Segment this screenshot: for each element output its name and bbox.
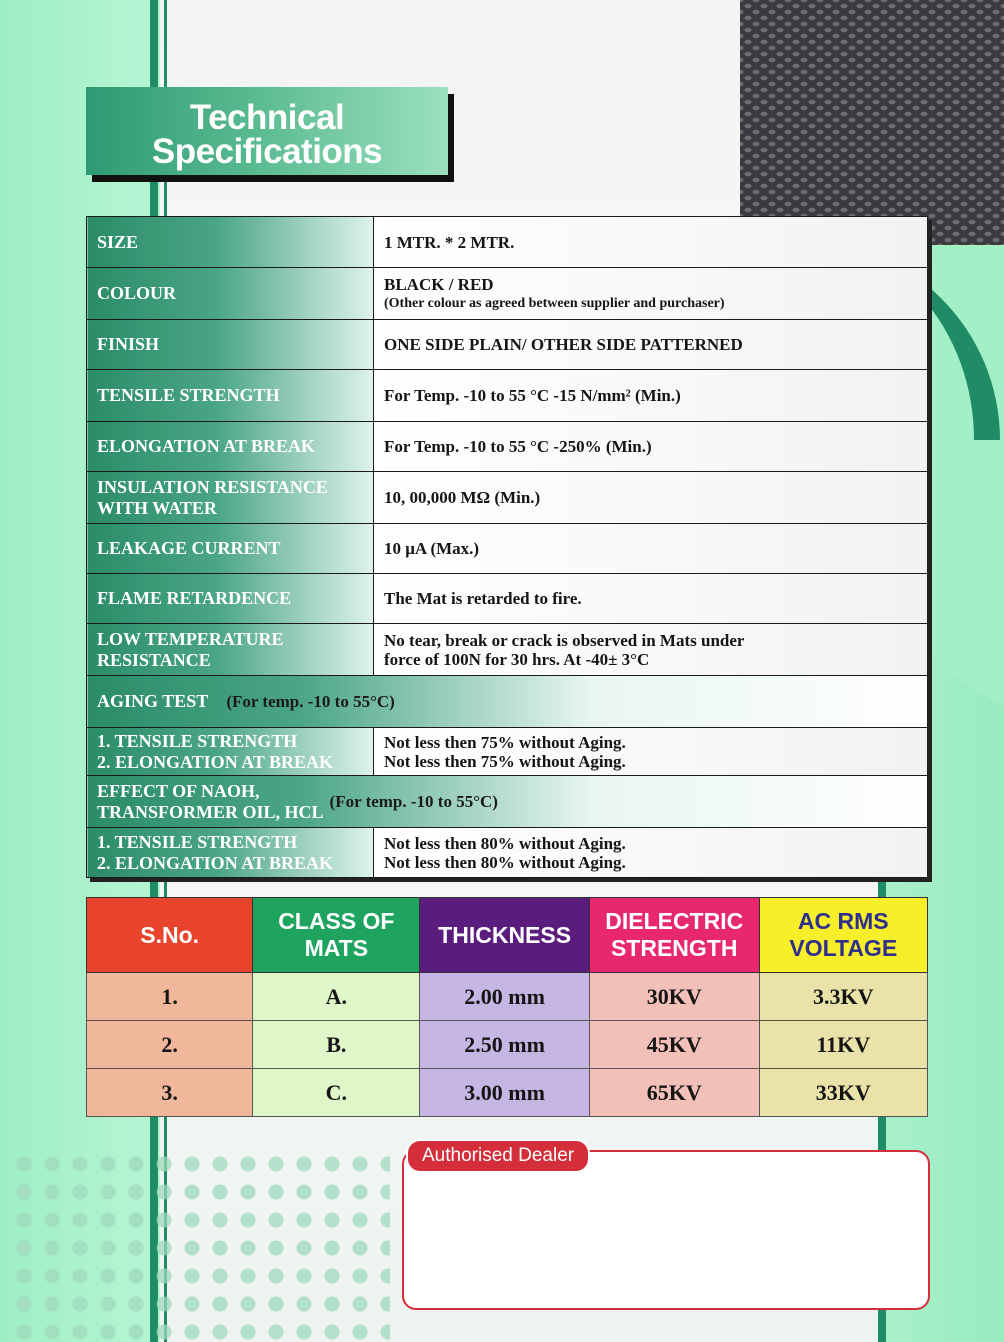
spec-label bbox=[87, 472, 374, 524]
col-header-ac-line-1: AC RMS bbox=[797, 908, 889, 934]
effect-value-1: Not less then 80% without Aging. bbox=[384, 833, 626, 853]
mats-header-row bbox=[87, 898, 928, 973]
cell-dielectric: 45KV bbox=[589, 1021, 759, 1069]
spec-label-line-2: WITH WATER bbox=[97, 497, 217, 518]
spec-label-line-1: LOW TEMPERATURE bbox=[97, 628, 284, 649]
spec-value-main: BLACK / RED bbox=[384, 274, 494, 294]
effect-label bbox=[97, 781, 324, 823]
spec-row bbox=[87, 574, 928, 624]
spec-value: The Mat is retarded to fire. bbox=[374, 574, 928, 624]
spec-label: LEAKAGE CURRENT bbox=[87, 524, 374, 574]
cell-class: C. bbox=[253, 1069, 420, 1117]
effect-label-line-1: EFFECT OF NAOH, bbox=[97, 780, 260, 801]
spec-row bbox=[87, 472, 928, 524]
aging-value-2: Not less then 75% without Aging. bbox=[384, 751, 626, 771]
col-header-dielectric-line-1: DIELECTRIC bbox=[605, 908, 744, 934]
effect-items bbox=[87, 828, 374, 878]
aging-test-row bbox=[87, 728, 928, 776]
aging-item-2: 2. ELONGATION AT BREAK bbox=[97, 751, 334, 772]
spec-label: SIZE bbox=[87, 217, 374, 268]
title-line-1: Technical bbox=[189, 98, 345, 137]
table-row bbox=[87, 1021, 928, 1069]
col-header-ac-voltage bbox=[759, 898, 927, 973]
effect-header-row bbox=[87, 776, 928, 828]
effect-item-2: 2. ELONGATION AT BREAK bbox=[97, 852, 334, 873]
spec-label-line-1: INSULATION RESISTANCE bbox=[97, 476, 328, 497]
specifications-table bbox=[86, 216, 928, 878]
cell-ac-voltage: 3.3KV bbox=[759, 973, 927, 1021]
cell-dielectric: 65KV bbox=[589, 1069, 759, 1117]
spec-row bbox=[87, 524, 928, 574]
spec-row bbox=[87, 422, 928, 472]
spec-value bbox=[374, 268, 928, 320]
spec-row bbox=[87, 217, 928, 268]
effect-header-content bbox=[97, 781, 917, 823]
cell-sno: 2. bbox=[87, 1021, 253, 1069]
cell-sno: 3. bbox=[87, 1069, 253, 1117]
col-header-class-line-1: CLASS OF bbox=[278, 908, 395, 934]
cell-sno: 1. bbox=[87, 973, 253, 1021]
mats-class-table bbox=[86, 897, 928, 1117]
aging-item-1: 1. TENSILE STRENGTH bbox=[97, 730, 298, 751]
effect-item-1: 1. TENSILE STRENGTH bbox=[97, 831, 298, 852]
cell-ac-voltage: 33KV bbox=[759, 1069, 927, 1117]
spec-value: ONE SIDE PLAIN/ OTHER SIDE PATTERNED bbox=[374, 320, 928, 370]
col-header-class bbox=[253, 898, 420, 973]
spec-label: ELONGATION AT BREAK bbox=[87, 422, 374, 472]
effect-value-2: Not less then 80% without Aging. bbox=[384, 852, 626, 872]
aging-test-values bbox=[374, 728, 928, 776]
table-row bbox=[87, 973, 928, 1021]
spec-value-line-2: force of 100N for 30 hrs. At -40± 3°C bbox=[384, 649, 650, 669]
spec-row bbox=[87, 268, 928, 320]
aging-test-label: AGING TEST bbox=[97, 691, 208, 711]
col-header-class-line-2: MATS bbox=[304, 935, 369, 961]
effect-row bbox=[87, 828, 928, 878]
effect-values bbox=[374, 828, 928, 878]
spec-value: For Temp. -10 to 55 °C -250% (Min.) bbox=[374, 422, 928, 472]
mat-texture-photo bbox=[740, 0, 1004, 245]
dot-pattern bbox=[10, 1150, 390, 1342]
spec-value: 10, 00,000 MΩ (Min.) bbox=[374, 472, 928, 524]
spec-row bbox=[87, 370, 928, 422]
authorised-dealer-box bbox=[402, 1150, 930, 1310]
aging-value-1: Not less then 75% without Aging. bbox=[384, 732, 626, 752]
cell-thickness: 3.00 mm bbox=[420, 1069, 589, 1117]
title-line-2: Specifications bbox=[151, 132, 383, 171]
spec-label: TENSILE STRENGTH bbox=[87, 370, 374, 422]
aging-test-header-row bbox=[87, 676, 928, 728]
col-header-thickness: THICKNESS bbox=[420, 898, 589, 973]
spec-value: For Temp. -10 to 55 °C -15 N/mm² (Min.) bbox=[374, 370, 928, 422]
col-header-sno: S.No. bbox=[87, 898, 253, 973]
cell-ac-voltage: 11KV bbox=[759, 1021, 927, 1069]
col-header-ac-line-2: VOLTAGE bbox=[789, 935, 898, 961]
spec-label: COLOUR bbox=[87, 268, 374, 320]
spec-label: FINISH bbox=[87, 320, 374, 370]
spec-value: 10 μA (Max.) bbox=[374, 524, 928, 574]
spec-label-line-2: RESISTANCE bbox=[97, 649, 211, 670]
table-row bbox=[87, 1069, 928, 1117]
spec-value: 1 MTR. * 2 MTR. bbox=[374, 217, 928, 268]
spec-label: FLAME RETARDENCE bbox=[87, 574, 374, 624]
spec-value-note: (Other colour as agreed between supplier and purchaser) bbox=[384, 295, 725, 311]
authorised-dealer-label: Authorised Dealer bbox=[406, 1139, 590, 1173]
cell-thickness: 2.00 mm bbox=[420, 973, 589, 1021]
effect-label-line-2: TRANSFORMER OIL, HCL bbox=[97, 801, 324, 822]
aging-test-items bbox=[87, 728, 374, 776]
cell-class: B. bbox=[253, 1021, 420, 1069]
spec-row bbox=[87, 624, 928, 676]
col-header-dielectric bbox=[589, 898, 759, 973]
cell-dielectric: 30KV bbox=[589, 973, 759, 1021]
cell-thickness: 2.50 mm bbox=[420, 1021, 589, 1069]
effect-condition: (For temp. -10 to 55°C) bbox=[329, 791, 498, 811]
spec-row bbox=[87, 320, 928, 370]
spec-value bbox=[374, 624, 928, 676]
aging-test-condition: (For temp. -10 to 55°C) bbox=[226, 692, 395, 711]
col-header-dielectric-line-2: STRENGTH bbox=[610, 935, 738, 961]
aging-test-header bbox=[87, 676, 928, 728]
spec-value-line-1: No tear, break or crack is observed in Mats under bbox=[384, 630, 745, 650]
page-title bbox=[86, 87, 448, 175]
cell-class: A. bbox=[253, 973, 420, 1021]
effect-header bbox=[87, 776, 928, 828]
spec-label bbox=[87, 624, 374, 676]
